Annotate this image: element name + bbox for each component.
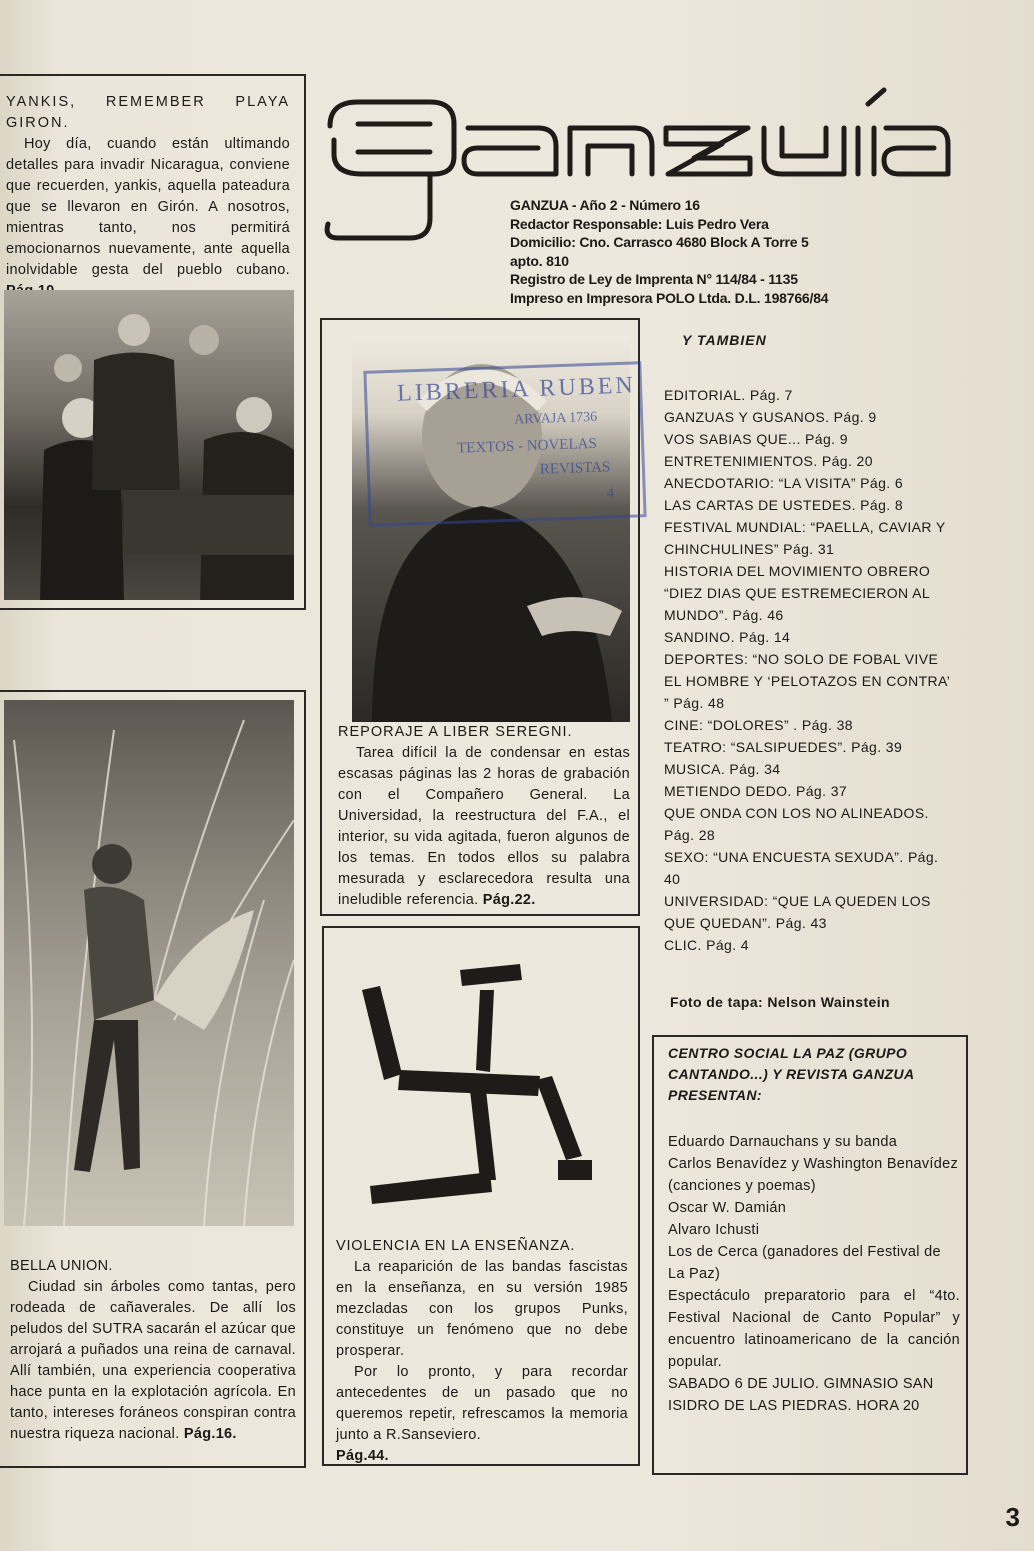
seregni-text — [338, 722, 630, 911]
toc-item: DEPORTES: “NO SOLO DE FOBAL VIVE EL HOMBRE Y ‘PELOTAZOS EN CONTRA’ ” Pág. 48 — [664, 651, 950, 711]
article-headline: BELLA UNION. — [10, 1258, 113, 1274]
article-body: Ciudad sin árboles como tantas, pero rodeada de cañaverales. De allí los peludos del SUTRA sacarán el azúcar que arrojará a puñados una reina de carnaval. Allí también, una experiencia cooperativa hace punta en la explotación agrícola. En tanto, intereses foráneos conspiran contra nuestra riqueza nacional. Pág.16. — [10, 1279, 296, 1442]
svg-text:ganzúa: ganzúa — [318, 78, 322, 79]
toc-item: TEATRO: “SALSIPUEDES”. Pág. 39 — [664, 739, 903, 755]
event-line: Eduardo Darnauchans y su banda — [668, 1134, 898, 1150]
toc-item: QUE ONDA CON LOS NO ALINEADOS. Pág. 28 — [664, 805, 929, 843]
credit-line: GANZUA - Año 2 - Número 16 — [510, 197, 700, 213]
toc-item: HISTORIA DEL MOVIMIENTO OBRERO “DIEZ DIAS QUE ESTREMECIERON AL MUNDO”. Pág. 46 — [664, 563, 931, 623]
toc-item: EDITORIAL. Pág. 7 — [664, 387, 793, 403]
toc-list — [664, 384, 958, 956]
event-line: Carlos Benavídez y Washington Benavídez (canciones y poemas) — [668, 1156, 959, 1194]
bookstore-stamp — [363, 361, 646, 527]
page-number: 3 — [1005, 1502, 1020, 1532]
toc-item: CLIC. Pág. 4 — [664, 937, 749, 953]
toc-heading: Y TAMBIEN — [682, 332, 767, 348]
event-announcement-box — [652, 1035, 968, 1475]
page-ref: Pág.44. — [336, 1448, 389, 1464]
stamp-line: 4 — [606, 485, 615, 502]
article-body: Por lo pronto, y para recordar antecedentes de un pasado que no queremos repetir, refrescamos la memoria junto a R.Sanseviero. — [336, 1364, 628, 1443]
violencia-text — [336, 1236, 628, 1467]
article-body: Tarea difícil la de condensar en estas escasas páginas las 2 horas de grabación con el Compañero General. La Universidad, la reestructura del F.A., el interior, su vida agitada, fueron algunos de los temas. En todos ellos su palabra mesurada y esclarecedora resulta una ineludible referencia. Pág.22. — [338, 745, 630, 908]
toc-item: METIENDO DEDO. Pág. 37 — [664, 783, 848, 799]
politicians-photo — [4, 290, 294, 600]
article-headline: VIOLENCIA EN LA ENSEÑANZA. — [336, 1238, 576, 1254]
stamp-line: ARVAJA 1736 — [513, 409, 598, 428]
stamp-line: TEXTOS - NOVELAS — [456, 435, 598, 457]
credit-line: Redactor Responsable: Luis Pedro Vera — [510, 215, 769, 232]
toc-item: CINE: “DOLORES” . Pág. 38 — [664, 717, 853, 733]
toc-item: MUSICA. Pág. 34 — [664, 761, 781, 777]
toc-item: UNIVERSIDAD: “QUE LA QUEDEN LOS QUE QUEDAN”. Pág. 43 — [664, 893, 931, 931]
page-ref: Pág.16. — [183, 1426, 237, 1442]
article-headline: YANKIS, REMEMBER PLAYA GIRON. — [6, 94, 290, 131]
stamp-line: LIBRERIA RUBEN — [396, 372, 637, 407]
credit-line: Domicilio: Cno. Carrasco 4680 Block A Torre 5 — [510, 234, 809, 250]
page-ref: Pág.22. — [482, 892, 536, 908]
article-headline: REPORAJE A LIBER SEREGNI. — [338, 724, 573, 740]
credit-line: Registro de Ley de Imprenta N° 114/84 - 1135 — [510, 271, 798, 287]
toc-item: SEXO: “UNA ENCUESTA SEXUDA”. Pág. 40 — [664, 849, 939, 887]
toc-item: ENTRETENIMIENTOS. Pág. 20 — [664, 453, 873, 469]
event-line: Los de Cerca (ganadores del Festival de La Paz) — [668, 1244, 941, 1282]
event-line: Espectáculo preparatorio para el “4to. Festival Nacional de Canto Popular” y encuentro latinoamericano de la canción popular. — [668, 1288, 960, 1370]
event-lineup — [668, 1131, 960, 1417]
event-line: Oscar W. Damián — [668, 1200, 787, 1216]
article-body: La reaparición de las bandas fascistas en la enseñanza, en su versión 1985 mezcladas con los grupos Punks, constituye un fenómeno que no debe prosperar. — [336, 1259, 628, 1359]
credit-line: Impreso en Impresora POLO Ltda. D.L. 198766/84 — [510, 289, 829, 306]
toc-item: SANDINO. Pág. 14 — [664, 629, 791, 645]
credit-line: apto. 810 — [510, 252, 569, 269]
toc-item: ANECDOTARIO: “LA VISITA” Pág. 6 — [664, 475, 904, 491]
stamp-line: REVISTAS — [539, 459, 611, 478]
masthead-credits — [510, 196, 828, 307]
cane-cutter-photo — [4, 700, 294, 1226]
event-title: CENTRO SOCIAL LA PAZ (GRUPO CANTANDO...) Y REVISTA GANZUA PRESENTAN: — [668, 1045, 914, 1103]
toc-item: FESTIVAL MUNDIAL: “PAELLA, CAVIAR Y CHINCHULINES” Pág. 31 — [664, 519, 946, 557]
bella-union-text — [10, 1256, 296, 1445]
toc-item: GANZUAS Y GUSANOS. Pág. 9 — [664, 409, 877, 425]
toc-item: VOS SABIAS QUE... Pág. 9 — [664, 431, 848, 447]
article-body: Hoy día, cuando están ultimando detalles para invadir Nicaragua, conviene que recuerden, yankis, aquella pateadura que se llevaron en Girón. A nosotros, mientras tanto, nos permitirá emocionarnos nuevamente, ante aquella inolvidable gesta del pueblo cubano. — [6, 134, 290, 302]
cover-photo-credit: Foto de tapa: Nelson Wainstein — [670, 994, 890, 1010]
toc-item: LAS CARTAS DE USTEDES. Pág. 8 — [664, 497, 904, 513]
yankis-article-text — [6, 92, 290, 302]
swastika-drawing — [340, 950, 620, 1240]
event-line: SABADO 6 DE JULIO. GIMNASIO SAN ISIDRO DE LAS PIEDRAS. HORA 20 — [668, 1376, 934, 1414]
event-line: Alvaro Ichusti — [668, 1222, 760, 1238]
